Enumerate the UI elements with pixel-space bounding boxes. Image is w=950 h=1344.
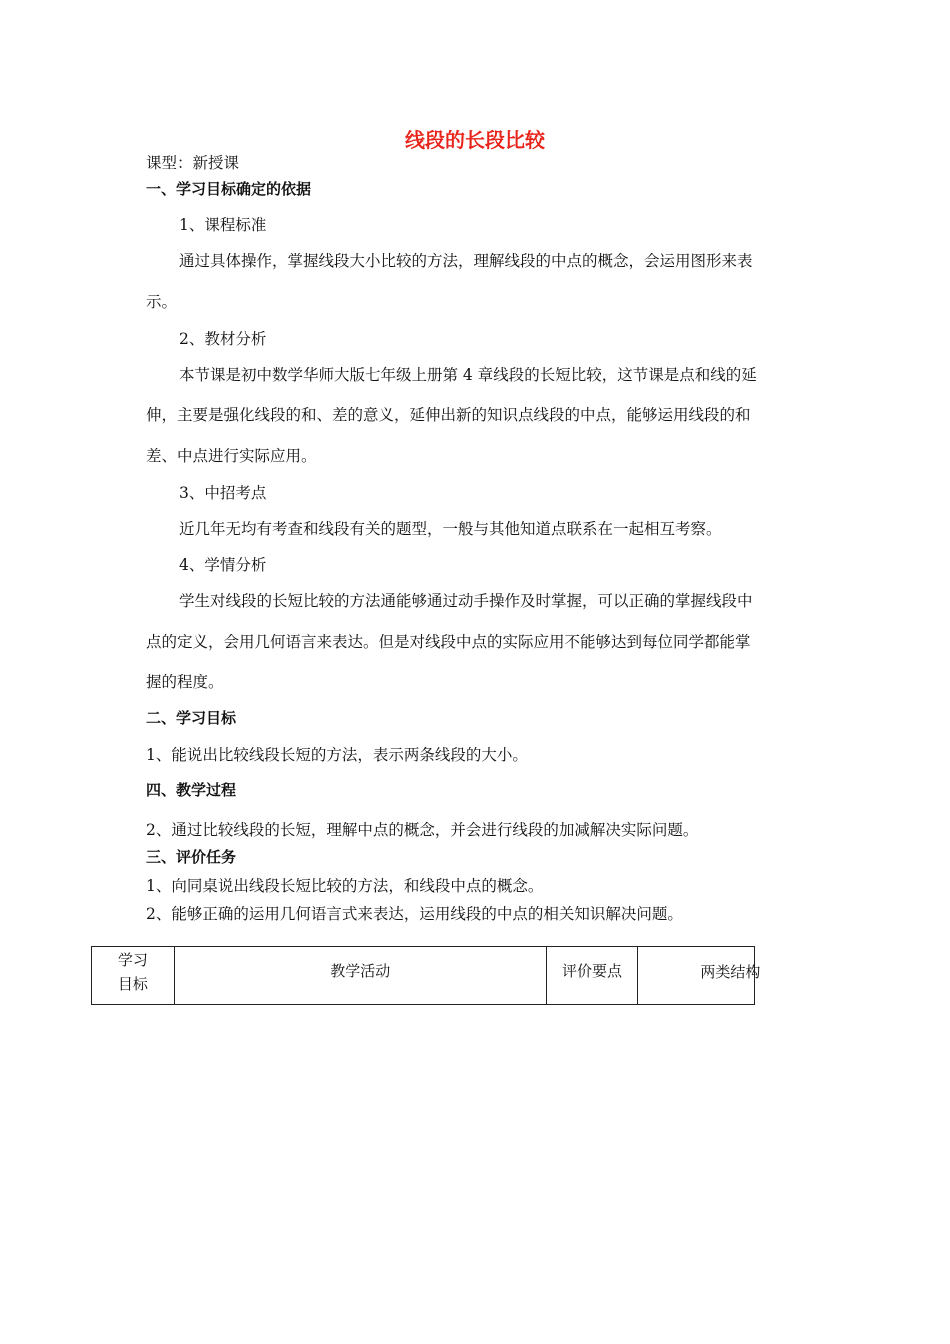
- section1-item2-text-line2: 伸，主要是强化线段的和、差的意义，延伸出新的知识点线段的中点，能够运用线段的和: [146, 406, 751, 424]
- section3-item2: 2、能够正确的运用几何语言式来表达，运用线段的中点的相关知识解决问题。: [146, 905, 683, 923]
- table-header-row: [92, 947, 755, 1005]
- section1-item1-text-line2: 示。: [146, 293, 178, 311]
- section1-item1-text-line1: 通过具体操作，掌握线段大小比较的方法，理解线段的中点的概念，会运用图形来表: [179, 252, 753, 270]
- section1-item1-heading: 1、课程标准: [179, 216, 267, 234]
- section3-heading: 三、评价任务: [146, 848, 237, 866]
- document-title: 线段的长段比较: [405, 128, 545, 152]
- table-header-objectives: [92, 947, 175, 1005]
- section1-item3-text: 近几年无均有考查和线段有关的题型，一般与其他知道点联系在一起相互考察。: [179, 520, 722, 538]
- section1-item4-text-line3: 握的程度。: [146, 673, 224, 691]
- section3-item1: 1、向同桌说出线段长短比较的方法，和线段中点的概念。: [146, 877, 544, 895]
- table-header-structure: 两类结构: [638, 947, 755, 1005]
- section1-item2-text-line3: 差、中点进行实际应用。: [146, 447, 317, 465]
- section1-item3-heading: 3、中招考点: [179, 484, 267, 502]
- section4-heading: 四、教学过程: [146, 781, 237, 799]
- section2-heading: 二、学习目标: [146, 709, 237, 727]
- lesson-type: 课型：新授课: [146, 154, 240, 172]
- section1-item4-heading: 4、学情分析: [179, 556, 267, 574]
- table-header-activities: 教学活动: [174, 947, 546, 1005]
- section1-item4-text-line1: 学生对线段的长短比较的方法通能够通过动手操作及时掌握，可以正确的掌握线段中: [179, 592, 753, 610]
- table-header-objectives-line1: 学习: [117, 951, 148, 969]
- section2-item1: 1、能说出比较线段长短的方法，表示两条线段的大小。: [146, 746, 528, 764]
- section1-item2-heading: 2、教材分析: [179, 330, 267, 348]
- table-header-objectives-line2: 目标: [117, 975, 148, 993]
- table-header-evaluation: 评价要点: [546, 947, 638, 1005]
- section1-heading: 一、学习目标确定的依据: [146, 180, 312, 198]
- lesson-plan-table: [91, 946, 761, 1005]
- section4-item2: 2、通过比较线段的长短，理解中点的概念，并会进行线段的加减解决实际问题。: [146, 821, 699, 839]
- section1-item2-text-line1: 本节课是初中数学华师大版七年级上册第 4 章线段的长短比较，这节课是点和线的延: [179, 366, 757, 384]
- section1-item4-text-line2: 点的定义，会用几何语言来表达。但是对线段中点的实际应用不能够达到每位同学都能掌: [146, 633, 751, 651]
